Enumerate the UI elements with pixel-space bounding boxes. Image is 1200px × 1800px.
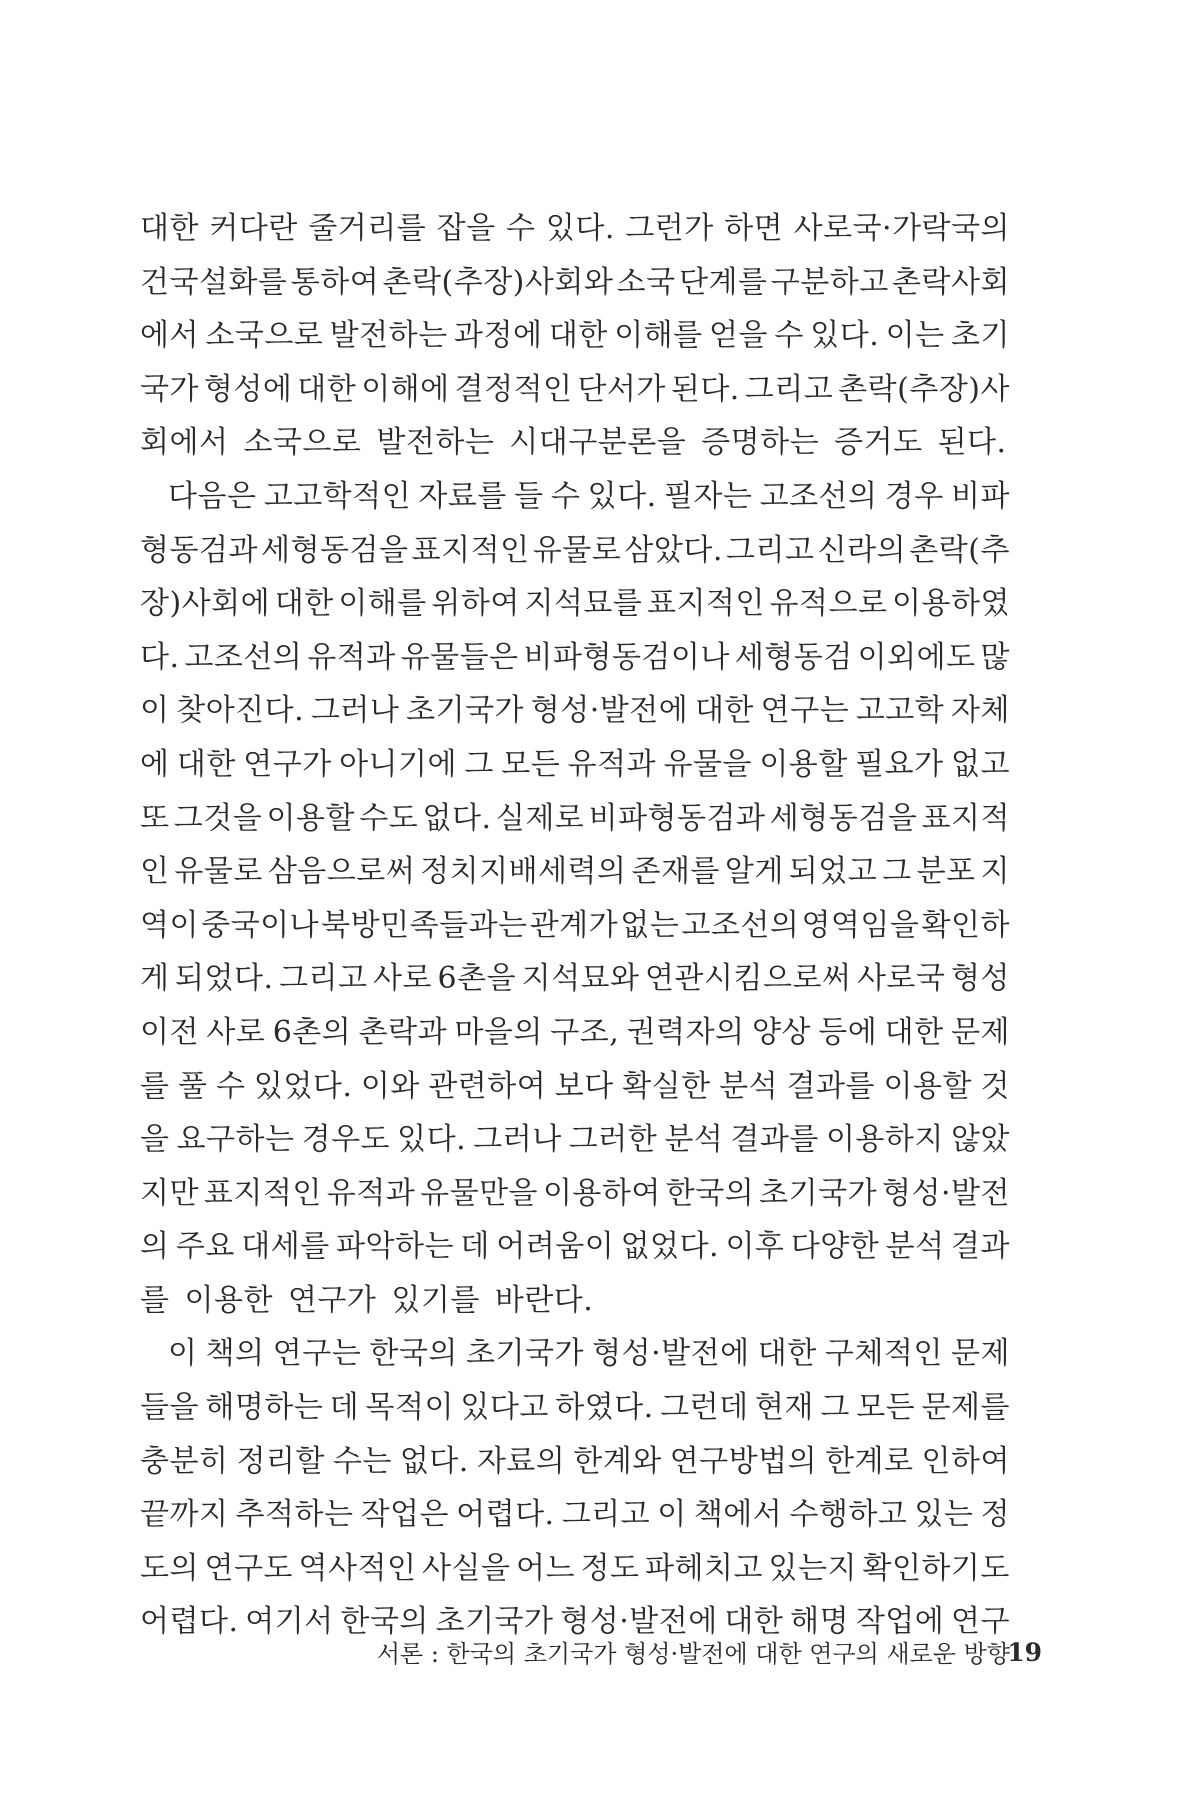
text-line: 이 책의 연구는 한국의 초기국가 형성·발전에 대한 구체적인 문제 bbox=[168, 1336, 1010, 1372]
paragraph bbox=[140, 1327, 1010, 1649]
text-line: 의 주요 대세를 파악하는 데 어려움이 없었다. 이후 다양한 분석 결과 bbox=[140, 1229, 1010, 1265]
text-line: 이전 사로 6촌의 촌락과 마을의 구조, 권력자의 양상 등에 대한 문제 bbox=[140, 1014, 1010, 1050]
paragraph bbox=[140, 202, 1010, 470]
text-line: 게 되었다. 그리고 사로 6촌을 지석묘와 연관시킴으로써 사로국 형성 bbox=[140, 961, 1010, 997]
paragraph bbox=[140, 470, 1010, 1328]
text-line: 국가 형성에 대한 이해에 결정적인 단서가 된다. 그리고 촌락(추장)사 bbox=[140, 371, 1010, 407]
text-line: 도의 연구도 역사적인 사실을 어느 정도 파헤치고 있는지 확인하기도 bbox=[140, 1550, 1010, 1586]
text-line: 형동검과 세형동검을 표지적인 유물로 삼았다. 그리고 신라의 촌락(추 bbox=[140, 532, 1010, 568]
text-line: 이 찾아진다. 그러나 초기국가 형성·발전에 대한 연구는 고고학 자체 bbox=[140, 693, 1010, 729]
text-line: 다음은 고고학적인 자료를 들 수 있다. 필자는 고조선의 경우 비파 bbox=[168, 478, 1010, 514]
text-line: 장)사회에 대한 이해를 위하여 지석묘를 표지적인 유적으로 이용하였 bbox=[140, 586, 1010, 622]
text-line: 들을 해명하는 데 목적이 있다고 하였다. 그런데 현재 그 모든 문제를 bbox=[140, 1390, 1010, 1426]
page-number: 19 bbox=[1007, 1638, 1042, 1667]
text-line: 대한 커다란 줄거리를 잡을 수 있다. 그런가 하면 사로국·가락국의 bbox=[140, 211, 1010, 246]
text-line: 끝까지 추적하는 작업은 어렵다. 그리고 이 책에서 수행하고 있는 정 bbox=[140, 1497, 1010, 1533]
text-line: 또 그것을 이용할 수도 없다. 실제로 비파형동검과 세형동검을 표지적 bbox=[140, 800, 1010, 836]
text-line: 역이 중국이나 북방민족들과는 관계가 없는 고조선의 영역임을 확인하 bbox=[140, 907, 1010, 943]
body-text bbox=[140, 202, 1010, 1649]
text-line: 다. 고조선의 유적과 유물들은 비파형동검이나 세형동검 이외에도 많 bbox=[140, 639, 1010, 675]
text-line: 를 풀 수 있었다. 이와 관련하여 보다 확실한 분석 결과를 이용할 것 bbox=[140, 1068, 1010, 1104]
text-line: 에 대한 연구가 아니기에 그 모든 유적과 유물을 이용할 필요가 없고 bbox=[140, 746, 1010, 782]
text-line: 어렵다. 여기서 한국의 초기국가 형성·발전에 대한 해명 작업에 연구 bbox=[140, 1604, 1010, 1640]
text-line: 인 유물로 삼음으로써 정치지배세력의 존재를 알게 되었고 그 분포 지 bbox=[140, 854, 1010, 890]
text-line: 에서 소국으로 발전하는 과정에 대한 이해를 얻을 수 있다. 이는 초기 bbox=[140, 318, 1010, 354]
text-line: 를 이용한 연구가 있기를 바란다. bbox=[140, 1282, 594, 1318]
text-line: 회에서 소국으로 발전하는 시대구분론을 증명하는 증거도 된다. bbox=[140, 425, 1007, 461]
text-line: 충분히 정리할 수는 없다. 자료의 한계와 연구방법의 한계로 인하여 bbox=[140, 1443, 1010, 1479]
text-line: 지만 표지적인 유적과 유물만을 이용하여 한국의 초기국가 형성·발전 bbox=[140, 1175, 1010, 1211]
text-line: 건국설화를 통하여 촌락(추장)사회와 소국 단계를 구분하고 촌락사회 bbox=[140, 264, 1010, 300]
text-line: 을 요구하는 경우도 있다. 그러나 그러한 분석 결과를 이용하지 않았 bbox=[140, 1122, 1010, 1158]
running-footer-title: 서론 : 한국의 초기국가 형성·발전에 대한 연구의 새로운 방향 bbox=[376, 1640, 1010, 1668]
